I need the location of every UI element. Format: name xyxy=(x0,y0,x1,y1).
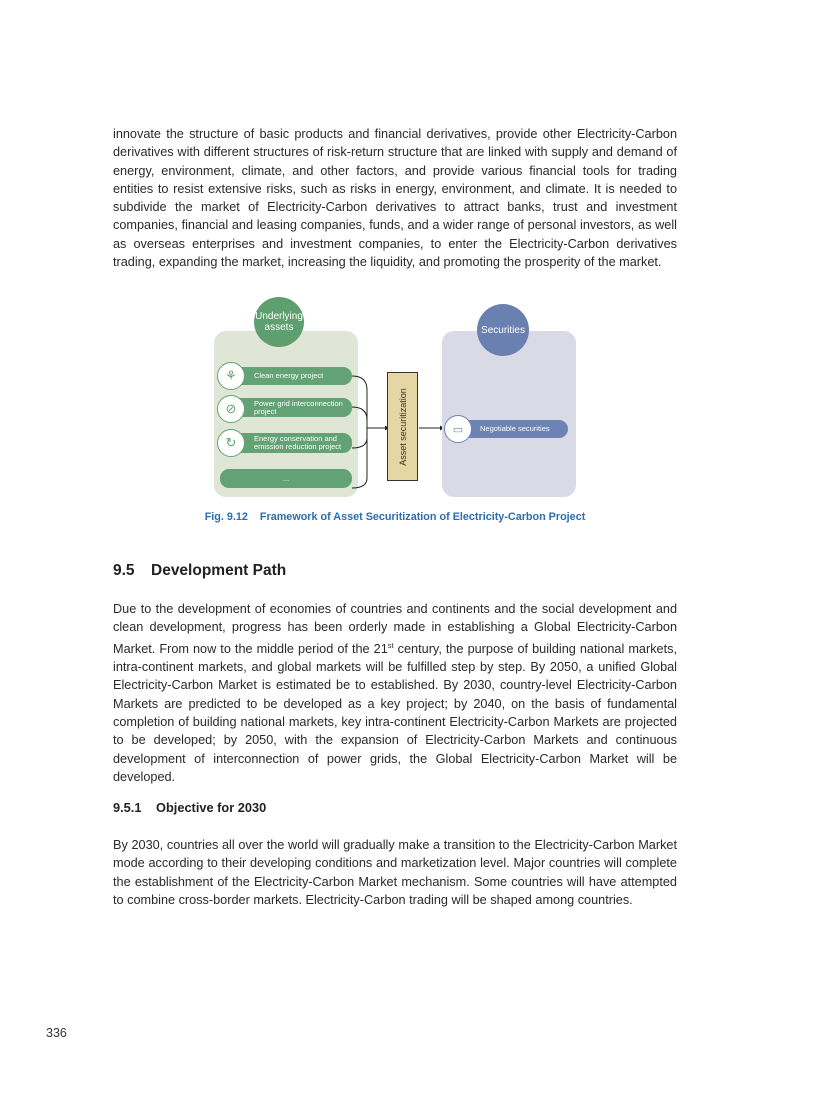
securities-circle: Securities xyxy=(477,304,529,356)
subsection-heading xyxy=(113,800,266,815)
recycle-leaf-icon: ↻ xyxy=(217,429,245,457)
text: Due to the development of economies of countries and continents and the social development and clean development, progress has been orderly made in establishing a Global Electricity-Carbon Market. From now to the middle period of the 21 xyxy=(113,602,677,656)
asset-item: Clean energy project xyxy=(222,367,352,385)
figure-number: Fig. 9.12 xyxy=(204,511,248,523)
section-number: 9.5 xyxy=(113,562,135,579)
asset-securitization-box xyxy=(387,372,418,481)
asset-item: ... xyxy=(220,469,352,488)
asset-securitization-label: Asset securitization xyxy=(397,387,408,466)
superscript: st xyxy=(387,640,394,650)
subsection-number: 9.5.1 xyxy=(113,800,142,815)
subsection-title: Objective for 2030 xyxy=(156,800,267,815)
text: century, the purpose of building national markets, intra-continent markets, and global markets will be fulfilled step by step. By 2050, a unified Global Electricity-Carbon Market is estimated be to established. By 2030, country-level Electricity-Carbon Markets are predicted to be developed as a key project; by 2040, on the basis of fundamental completion of building national markets, key intra-continent Electricity-Carbon Markets are projected to be developed; by 2050, with the expansion of Electricity-Carbon Markets and continuous development of interconnection of power grids, the Global Electricity-Carbon Market will be developed. xyxy=(113,641,677,784)
figure-caption xyxy=(0,511,790,523)
globe-grid-icon: ⊘ xyxy=(217,395,245,423)
underlying-assets-circle: Underlying assets xyxy=(254,297,304,347)
objective-paragraph: By 2030, countries all over the world will gradually make a transition to the Electricity-Carbon Market mode according to their developing conditions and marketization level. Major countries will complete the establishment of the Electricity-Carbon Market mechanism. Some countries will have attempted to combine cross-border markets. Electricity-Carbon trading will be shaped among countries. xyxy=(113,838,677,907)
asset-item: Power grid interconnection project xyxy=(222,398,352,417)
certificate-icon: ▭ xyxy=(444,415,472,443)
wind-turbine-icon: ⚘ xyxy=(217,362,245,390)
asset-item: Energy conservation and emission reduction project xyxy=(222,433,352,453)
page-number: 336 xyxy=(46,1026,67,1040)
negotiable-securities-item: Negotiable securities xyxy=(450,420,568,438)
development-path-paragraph xyxy=(113,600,677,786)
intro-paragraph: innovate the structure of basic products and financial derivatives, provide other Electricity-Carbon derivatives with different structures of risk-return structure that are linked with supply and demand of energy, environment, climate, and other factors, and provide various financial tools for trading entities to resist extensive risks, such as risks in energy, environment, and climate. It is needed to subdivide the market of Electricity-Carbon derivatives to attract banks, trust and investment companies, financial and leasing companies, funds, and a wider range of personal investors, as well as overseas enterprises and investment companies, to enter the Electricity-Carbon derivatives trading, expanding the market, increasing the liquidity, and promoting the prosperity of the market. xyxy=(113,127,677,270)
securities-panel xyxy=(442,331,576,497)
section-title: Development Path xyxy=(151,562,287,579)
figure-title: Framework of Asset Securitization of Electricity-Carbon Project xyxy=(259,511,586,523)
section-heading xyxy=(113,562,286,580)
